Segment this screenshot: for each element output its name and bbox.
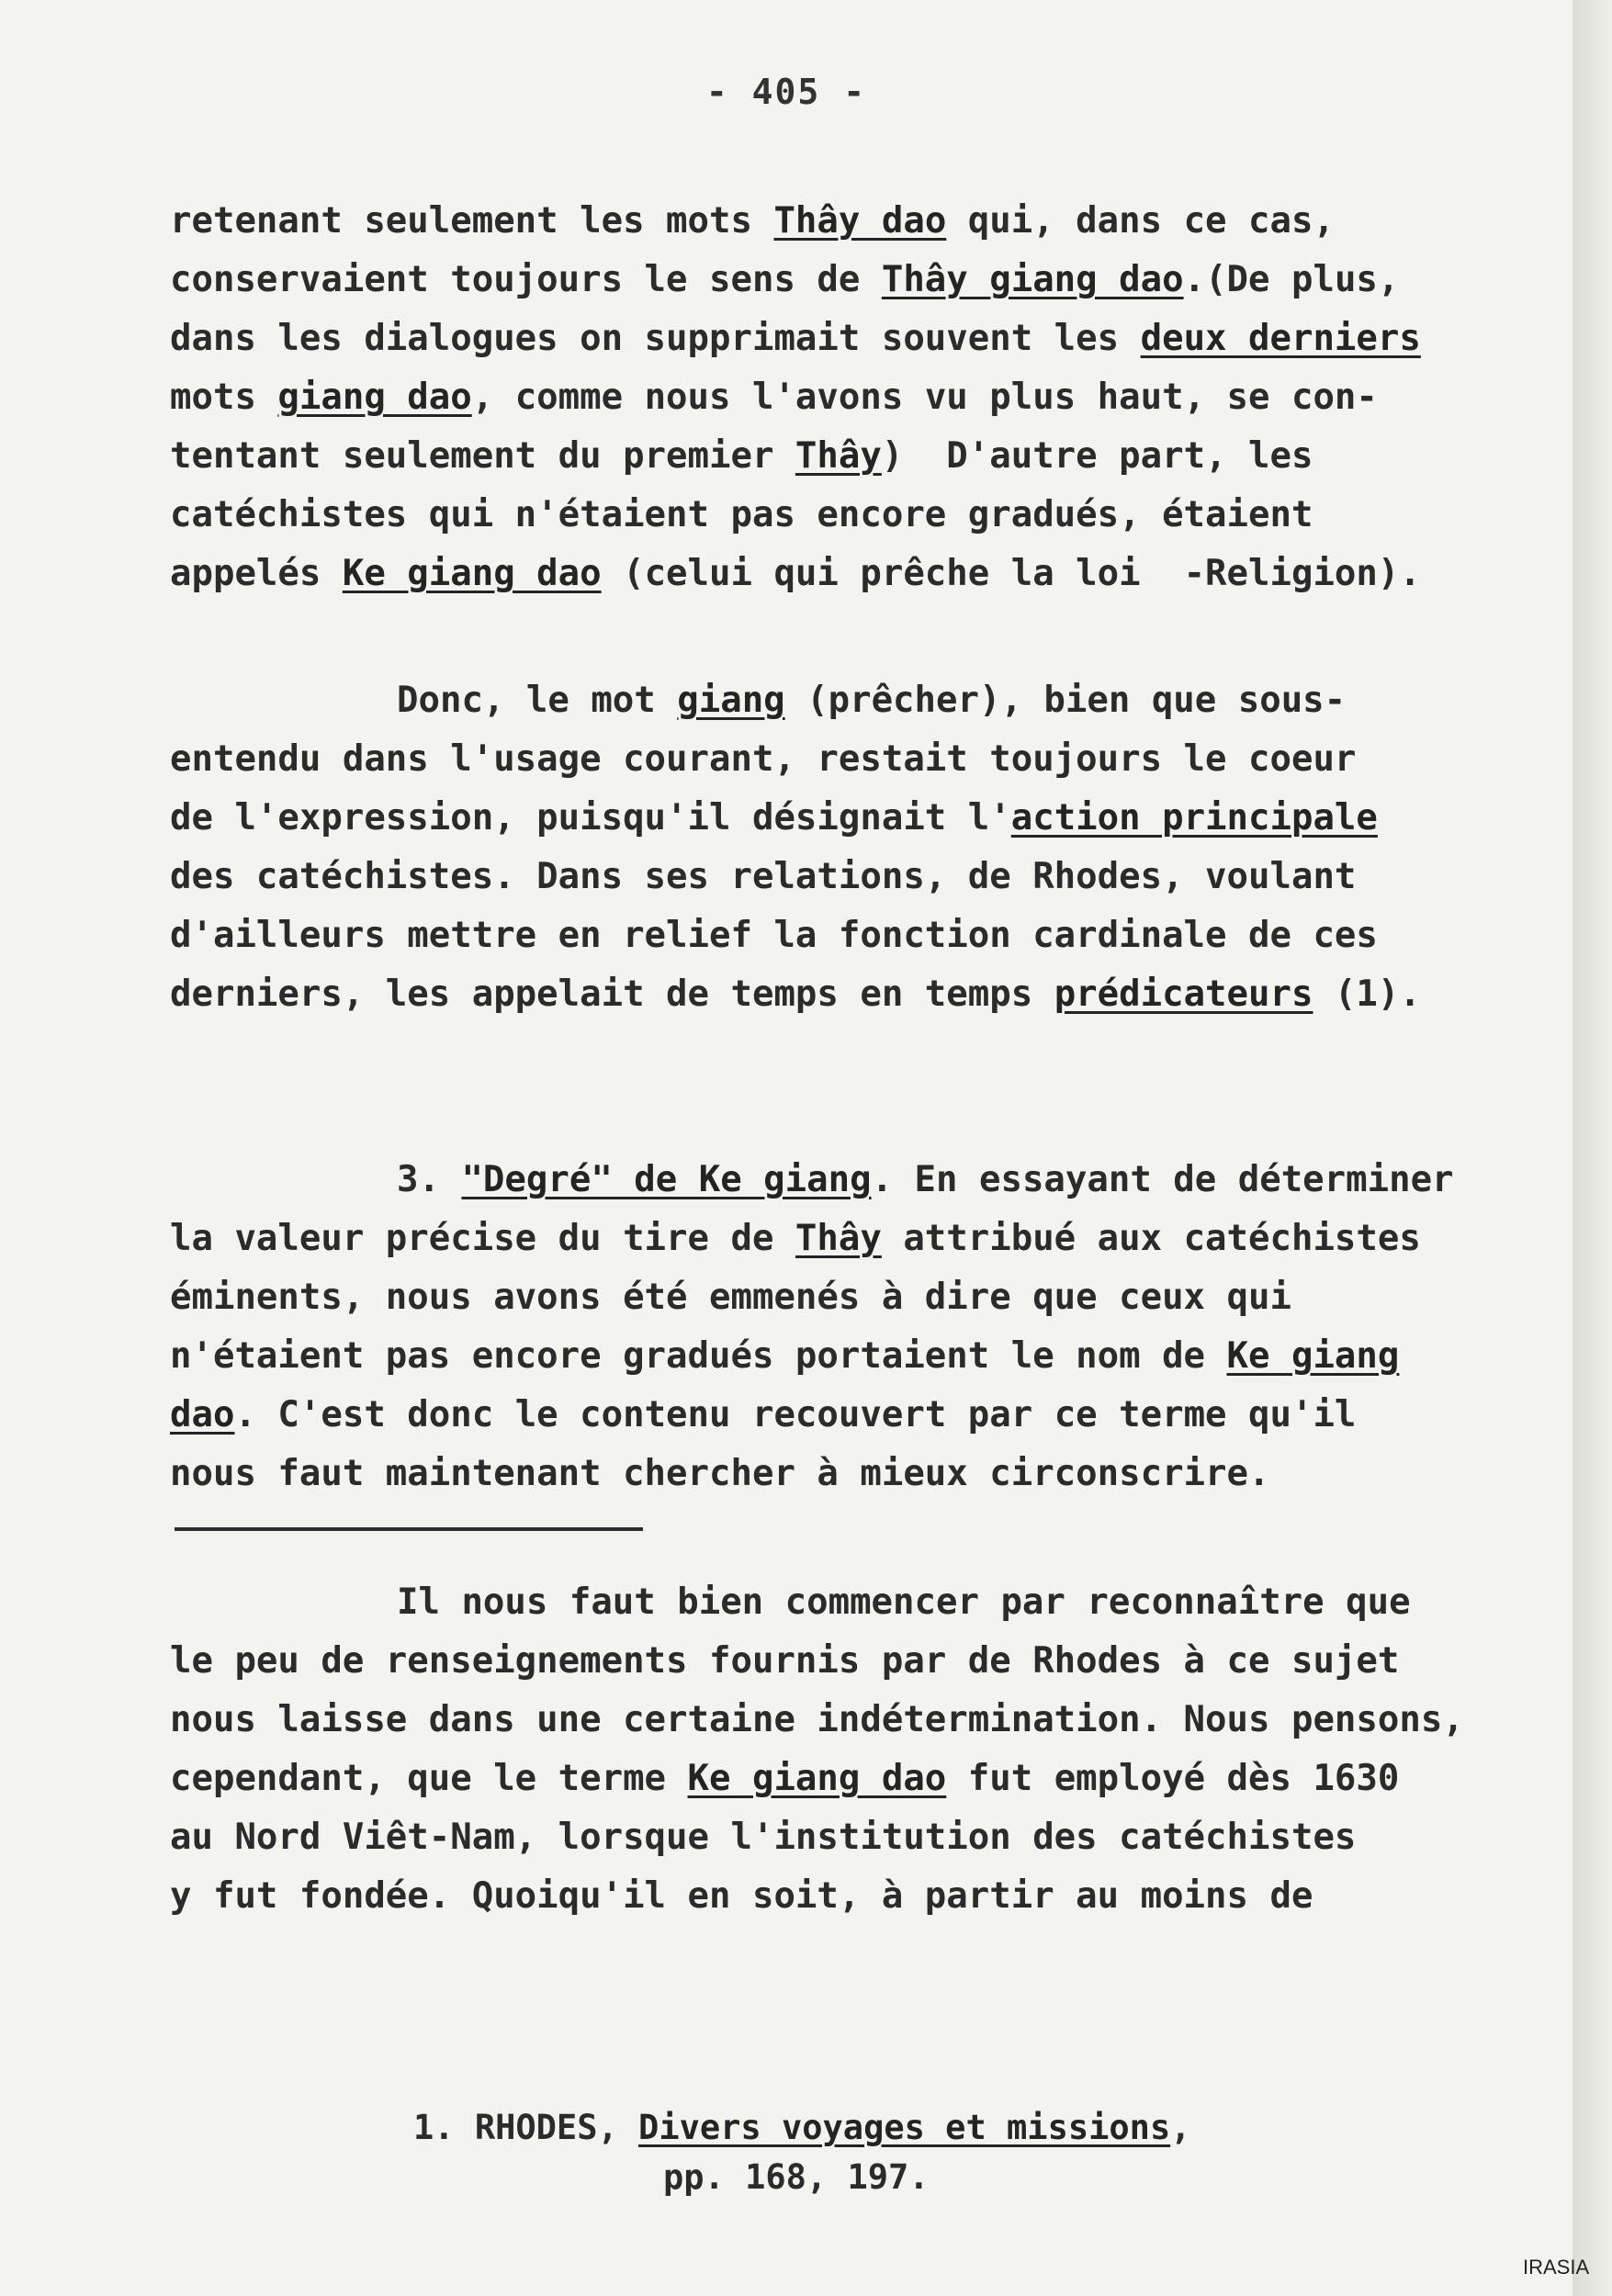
text: attribué aux catéchistes — [881, 1218, 1421, 1259]
underlined-term: deux derniers — [1140, 318, 1421, 359]
underlined-term: dao — [170, 1394, 235, 1435]
footnote-line — [413, 2103, 1332, 2153]
text: mots — [170, 377, 278, 418]
text: retenant seulement les mots — [170, 200, 774, 242]
text-line — [170, 309, 1539, 369]
text: .(De plus, — [1183, 259, 1400, 300]
underlined-term: Ke giang dao — [342, 553, 602, 594]
text: ) D'autre part, les — [881, 435, 1313, 477]
text-line: catéchistes qui n'étaient pas encore gradués, étaient — [170, 494, 1313, 535]
text: (celui qui prêche la loi -Religion). — [601, 553, 1421, 594]
text: de l'expression, puisqu'il désignait l' — [170, 797, 1011, 838]
text: derniers, les appelait de temps en temps — [170, 974, 1054, 1015]
text: 1. RHODES, — [413, 2108, 639, 2147]
text-line — [170, 367, 1539, 428]
text-line: des catéchistes. Dans ses relations, de Rhodes, voulant — [170, 856, 1357, 897]
text: qui, dans ce cas, — [946, 200, 1335, 242]
text-line — [170, 1326, 1539, 1387]
underlined-term: Thây dao — [773, 200, 947, 242]
text: Donc, le mot — [397, 680, 678, 721]
text-line: éminents, nous avons été emmenés à dire que ceux qui — [170, 1277, 1291, 1318]
underlined-term: giang dao — [277, 377, 472, 418]
footnote-separator — [175, 1527, 643, 1531]
underlined-term: Thây — [795, 435, 882, 477]
text-line: y fut fondée. Quoiqu'il en soit, à partir au moins de — [170, 1875, 1313, 1917]
text-line — [170, 250, 1539, 310]
page-edge — [1573, 0, 1612, 2296]
text-line — [397, 670, 1536, 731]
text: fut employé dès 1630 — [946, 1758, 1400, 1799]
text-line: nous laisse dans une certaine indétermination. Nous pensons, — [170, 1699, 1464, 1740]
text-line — [170, 788, 1539, 849]
underlined-term: Thây giang dao — [881, 259, 1184, 300]
underlined-term: Ke giang — [1226, 1335, 1400, 1377]
underlined-term: giang — [677, 680, 785, 721]
footnote-line: pp. 168, 197. — [663, 2157, 930, 2197]
text-line — [170, 1749, 1539, 1809]
footnote-title: Divers voyages et missions — [638, 2108, 1171, 2147]
text-line: nous faut maintenant chercher à mieux circonscrire. — [170, 1453, 1270, 1494]
text-line: d'ailleurs mettre en relief la fonction cardinale de ces — [170, 915, 1378, 956]
underlined-term: Ke giang dao — [687, 1758, 947, 1799]
text-line: Il nous faut bien commencer par reconnaître que — [397, 1581, 1411, 1623]
text-line: entendu dans l'usage courant, restait toujours le coeur — [170, 738, 1357, 780]
text: , comme nous l'avons vu plus haut, se con- — [471, 377, 1378, 418]
text-line — [170, 191, 1539, 252]
section-heading-line — [397, 1150, 1536, 1210]
text: cependant, que le terme — [170, 1758, 688, 1799]
text: (prêcher), bien que sous- — [784, 680, 1347, 721]
text-line — [170, 1385, 1539, 1446]
page-number: - 405 - — [705, 72, 867, 112]
text: . En essayant de déterminer — [871, 1159, 1454, 1200]
section-title: "Degré" de Ke giang — [461, 1159, 872, 1200]
text: tentant seulement du premier — [170, 435, 795, 477]
text-line: au Nord Viêt-Nam, lorsque l'institution des catéchistes — [170, 1817, 1357, 1858]
text-line — [170, 964, 1539, 1025]
text: n'étaient pas encore gradués portaient le nom de — [170, 1335, 1227, 1377]
underlined-term: Thây — [795, 1218, 882, 1259]
text: dans les dialogues on supprimait souvent les — [170, 318, 1141, 359]
text-line — [170, 544, 1539, 604]
text-line: le peu de renseignements fournis par de Rhodes à ce sujet — [170, 1640, 1400, 1682]
text: , — [1170, 2108, 1191, 2147]
text: la valeur précise du tire de — [170, 1218, 795, 1259]
underlined-term: prédicateurs — [1054, 974, 1313, 1015]
text-line — [170, 426, 1539, 487]
text: 3. — [397, 1159, 462, 1200]
text: (1). — [1313, 974, 1421, 1015]
text-line — [170, 1209, 1539, 1269]
text: conservaient toujours le sens de — [170, 259, 882, 300]
watermark: IRASIA — [1523, 2256, 1590, 2279]
text: . C'est donc le contenu recouvert par ce terme qu'il — [234, 1394, 1357, 1435]
text: appelés — [170, 553, 343, 594]
underlined-term: action principale — [1010, 797, 1378, 838]
